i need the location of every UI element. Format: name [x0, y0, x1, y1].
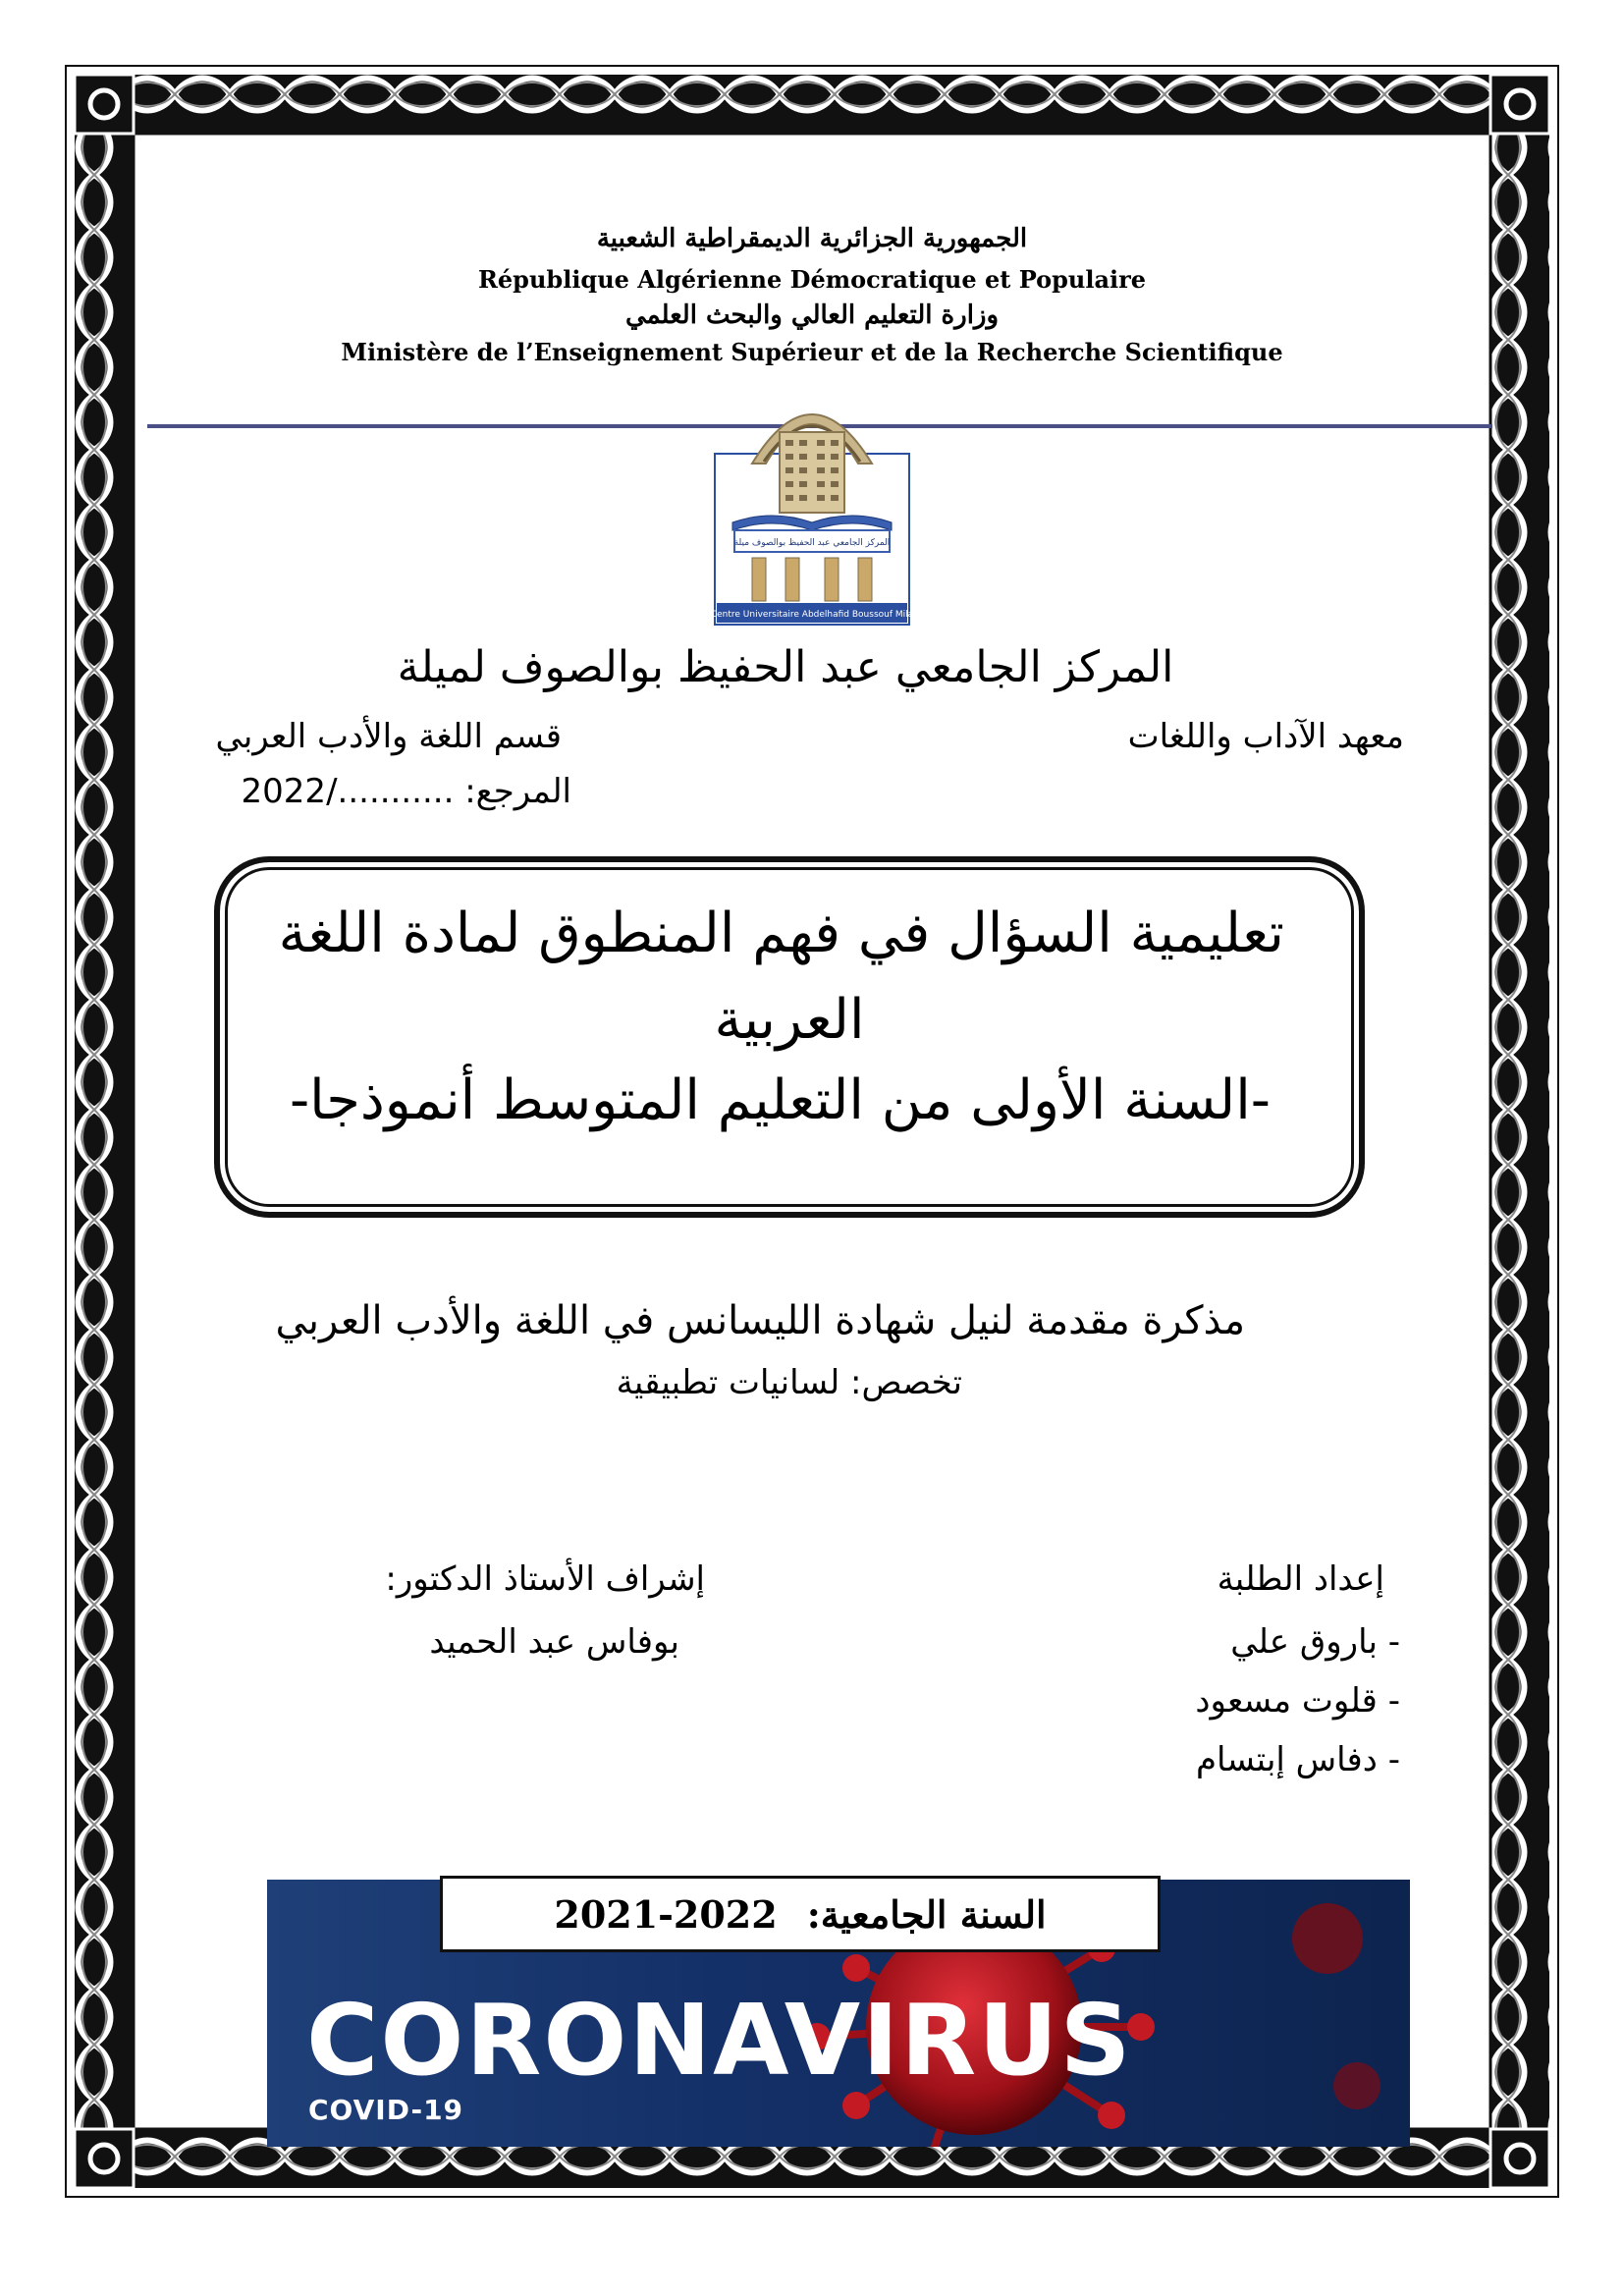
thesis-title-line-2: العربية [714, 988, 865, 1052]
academic-year-label: السنة الجامعية: [806, 1891, 1047, 1937]
university-logo [713, 375, 911, 627]
logo-caption: Centre Universitaire Abdelhafid Boussouf Mila [713, 610, 911, 620]
thesis-title-box [214, 856, 1365, 1218]
supervisor-name: بوفاس عبد الحميد [429, 1622, 679, 1662]
thesis-title-line-3: -السنة الأولى من التعليم المتوسط أنموذجا- [289, 1068, 1271, 1132]
academic-year-value: 2021-2022 [554, 1891, 778, 1937]
ministry-french: Ministère de l’Enseignement Supérieur et de la Recherche Scientifique [341, 338, 1283, 366]
republic-arabic: الجمهورية الجزائرية الديمقراطية الشعبية [596, 224, 1028, 253]
banner-subtitle: COVID-19 [308, 2094, 464, 2126]
department-name: قسم اللغة والأدب العربي [215, 717, 562, 756]
logo-banner-text: المركز الجامعي عبد الحفيظ بوالصوف ميلة [733, 538, 891, 548]
reference-number: المرجع: .........../2022 [241, 772, 571, 811]
thesis-title-line-1: تعليمية السؤال في فهم المنطوق لمادة اللغة [278, 902, 1284, 965]
banner-title: CORONAVIRUS [306, 1983, 1133, 2098]
student-name-3: - دفاس إبتسام [1195, 1740, 1400, 1779]
thesis-purpose: مذكرة مقدمة لنيل شهادة الليسانس في اللغة والأدب العربي [275, 1298, 1245, 1343]
students-label: إعداد الطلبة [1217, 1559, 1384, 1599]
institute-name: معهد الآداب واللغات [1127, 717, 1404, 756]
institution-name: المركز الجامعي عبد الحفيظ بوالصوف لميلة [397, 642, 1174, 692]
republic-french: République Algérienne Démocratique et Populaire [477, 265, 1147, 294]
student-name-1: - باروق علي [1230, 1622, 1400, 1662]
academic-year-box [440, 1876, 1161, 1952]
supervisor-label: إشراف الأستاذ الدكتور: [385, 1559, 705, 1599]
ministry-arabic: وزارة التعليم العالي والبحث العلمي [624, 301, 1000, 330]
student-name-2: - قلوت مسعود [1195, 1681, 1400, 1721]
thesis-specialty: تخصص: لسانيات تطبيقية [616, 1363, 962, 1402]
